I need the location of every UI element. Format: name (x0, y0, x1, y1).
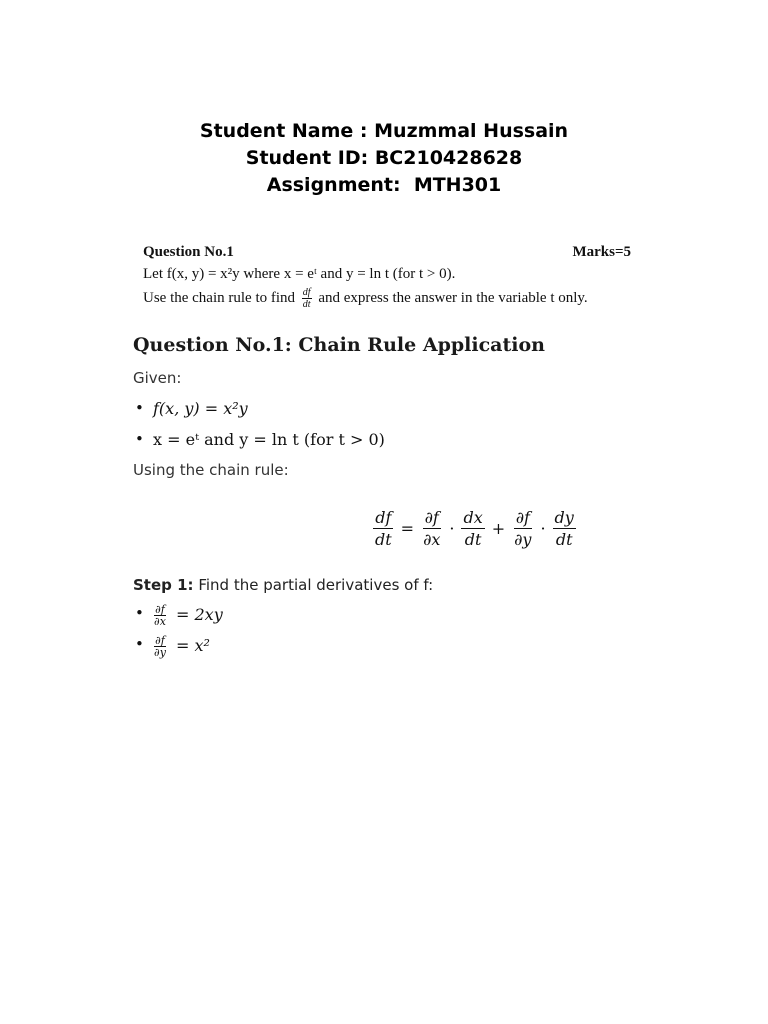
equals-sign: = (400, 519, 415, 538)
term3-fraction (512, 508, 533, 549)
term1-num: ∂f (424, 508, 439, 527)
lhs-num: df (375, 508, 392, 527)
term2-fraction (461, 508, 484, 549)
step1-section (133, 576, 633, 658)
solution-section (133, 332, 633, 479)
term3-den: ∂y (514, 530, 532, 549)
question-heading-row (143, 243, 631, 261)
assignment-title: Assignment: MTH301 (266, 174, 502, 196)
partial-x-item (133, 604, 633, 627)
solution-title: Question No.1: Chain Rule Application (133, 334, 545, 356)
given-item-1-text: f(x, y) = x²y (153, 399, 248, 418)
partial-x-den: ∂x (154, 615, 166, 628)
question-box (143, 243, 631, 310)
partial-y-item (133, 635, 633, 658)
using-chain-rule-label: Using the chain rule: (133, 461, 289, 479)
term4-den: dt (555, 530, 573, 549)
question-title: Question No.1 (143, 244, 234, 260)
dot-operator-2: · (540, 519, 546, 538)
question-line-2-before: Use the chain rule to find (143, 289, 296, 306)
step1-label: Step 1: (133, 576, 194, 594)
given-item-2-text: x = eᵗ and y = ln t (for t > 0) (153, 430, 385, 449)
df-dt-fraction (302, 287, 312, 310)
partial-x-rhs: = 2xy (176, 605, 223, 624)
partial-x-num: • ∂f (155, 603, 165, 616)
partial-y-rhs: = x² (176, 636, 210, 655)
given-item-2 (133, 430, 633, 449)
term1-fraction (421, 508, 442, 549)
term2-den: dt (464, 530, 482, 549)
partial-y-num: • ∂f (155, 634, 165, 647)
term2-num: dx (463, 508, 483, 527)
partial-y-den: ∂y (154, 646, 166, 659)
step1-line (133, 576, 633, 594)
dot-operator-1: · (449, 519, 455, 538)
term3-num: ∂f (515, 508, 530, 527)
document-header (0, 118, 768, 199)
question-line-2-after: and express the answer in the variable t only. (318, 289, 588, 306)
fraction-numerator: df (302, 287, 311, 298)
given-label: Given: (133, 369, 182, 387)
chain-rule-equation (370, 508, 579, 549)
term4-num: dy (554, 508, 574, 527)
plus-sign: + (491, 519, 506, 538)
student-id: Student ID: BC210428628 (245, 147, 523, 169)
lhs-den: dt (375, 530, 392, 549)
given-item-1 (133, 399, 633, 418)
term4-fraction (553, 508, 576, 549)
partial-y-fraction (153, 635, 167, 658)
question-line-1: Let f(x, y) = x²y where x = eᵗ and y = ln t (for t > 0). (143, 266, 456, 282)
student-name: Student Name : Muzmmal Hussain (199, 120, 569, 142)
lhs-fraction (373, 508, 394, 549)
question-line-2 (143, 287, 631, 310)
step1-text: Find the partial derivatives of f: (198, 576, 434, 594)
question-marks: Marks=5 (572, 244, 631, 260)
fraction-denominator: dt (302, 299, 311, 310)
partial-x-fraction (153, 604, 167, 627)
term1-den: ∂x (423, 530, 441, 549)
